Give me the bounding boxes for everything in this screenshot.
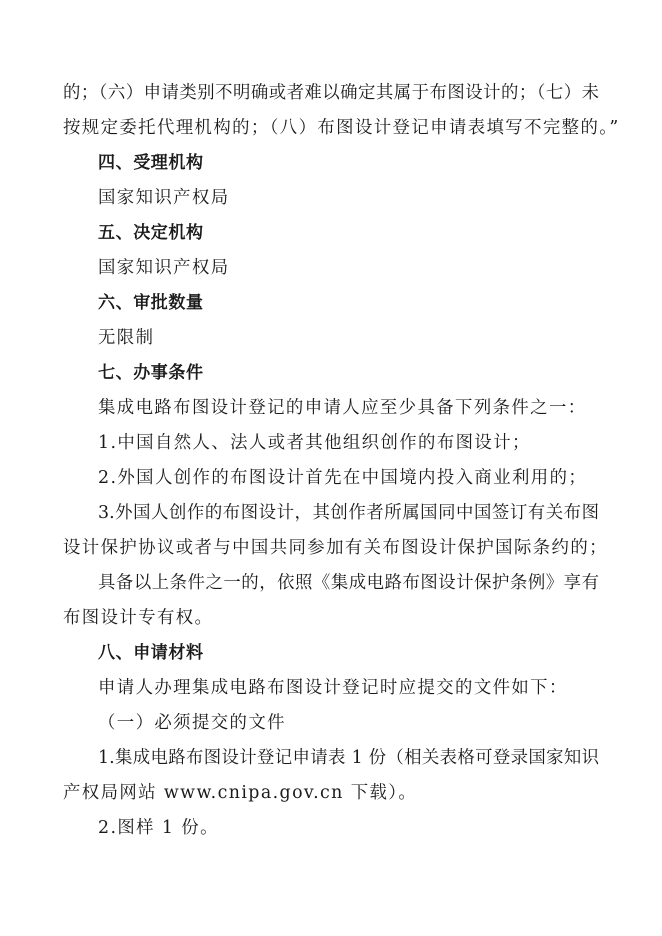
section-intro: 申请人办理集成电路布图设计登记时应提交的文件如下： [98,678,568,698]
section-heading-approval-quantity: 六、审批数量 [98,293,204,313]
list-item: 1.集成电路布图设计登记申请表 1 份（相关表格可登录国家知识 [98,748,599,768]
subsection-heading: （一）必须提交的文件 [98,713,286,733]
section-intro: 集成电路布图设计登记的申请人应至少具备下列条件之一： [98,398,587,418]
list-item: 2.外国人创作的布图设计首先在中国境内投入商业利用的； [98,468,588,488]
paragraph-line: 按规定委托代理机构的；（八）布图设计登记申请表填写不完整的。” [63,118,620,138]
paragraph-line: 布图设计专有权。 [63,608,214,628]
list-item: 2.图样 1 份。 [98,818,219,838]
section-body: 国家知识产权局 [98,188,230,208]
document-page [63,76,620,846]
section-body: 无限制 [98,328,155,348]
section-heading-materials: 八、申请材料 [98,643,204,663]
list-item-continuation: 产权局网站 www.cnipa.gov.cn 下载）。 [63,783,418,803]
section-heading-acceptance-agency: 四、受理机构 [98,153,204,173]
section-body: 国家知识产权局 [98,258,230,278]
section-heading-decision-agency: 五、决定机构 [98,223,204,243]
paragraph-line: 的；（六）申请类别不明确或者难以确定其属于布图设计的；（七）未 [63,83,599,103]
paragraph-line: 具备以上条件之一的，依照《集成电路布图设计保护条例》享有 [98,573,599,593]
list-item: 3.外国人创作的布图设计，其创作者所属国同中国签订有关布图 [98,503,599,523]
list-item: 1.中国自然人、法人或者其他组织创作的布图设计； [98,433,531,453]
section-heading-conditions: 七、办事条件 [98,363,204,383]
list-item-continuation: 设计保护协议或者与中国共同参加有关布图设计保护国际条约的； [63,538,608,558]
